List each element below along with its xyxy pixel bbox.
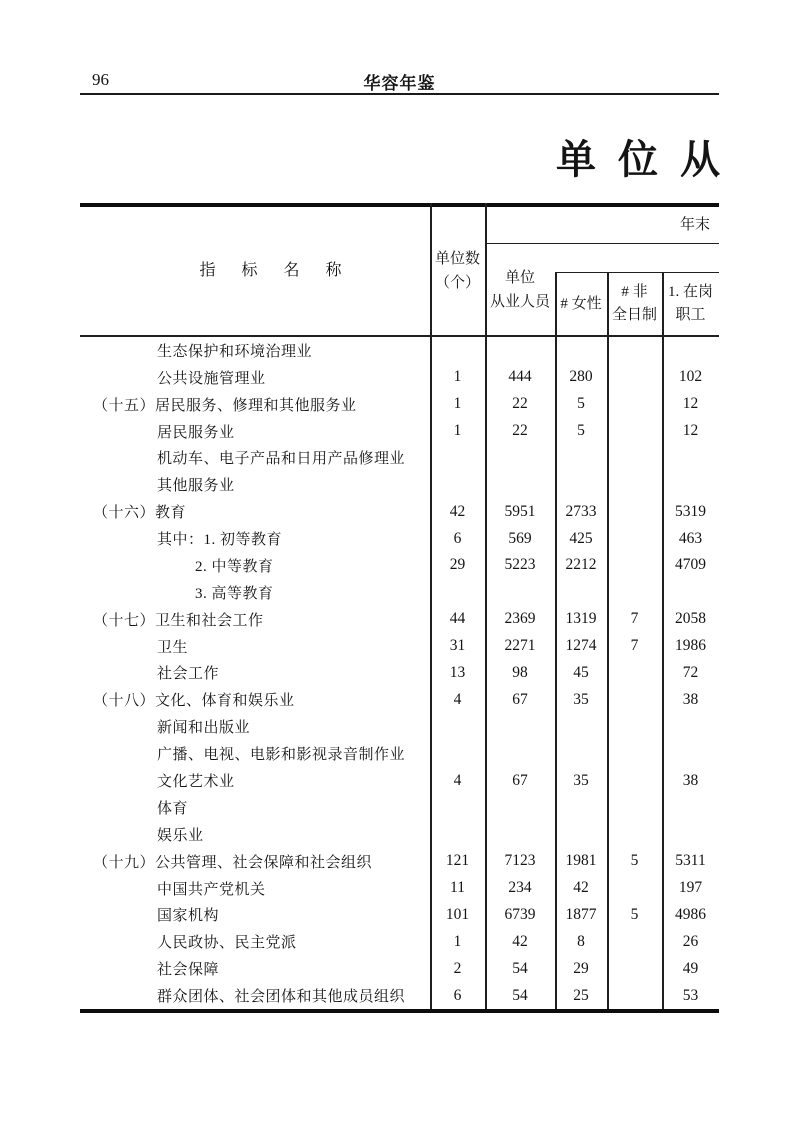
row-indicator-label: 机动车、电子产品和日用产品修理业 <box>157 451 406 468</box>
row-value-cell <box>662 471 719 498</box>
row-indicator-label: 新闻和出版业 <box>157 720 251 737</box>
row-value-cell: 5 <box>577 422 585 440</box>
row-value-cell <box>430 794 485 821</box>
page-number: 96 <box>92 70 109 89</box>
row-value-cell <box>485 337 555 364</box>
row-indicator-label: 国家机构 <box>157 908 220 925</box>
table-row <box>0 982 793 1009</box>
row-value-cell <box>430 713 485 740</box>
row-value-cell <box>430 821 485 848</box>
row-indicator-label: 社会保障 <box>157 962 220 979</box>
row-value-cell: 67 <box>512 690 528 708</box>
row-value-cell: 444 <box>508 368 532 386</box>
row-value-cell: 5 <box>630 852 639 870</box>
row-value-cell: 26 <box>682 932 699 950</box>
table-row <box>0 686 793 713</box>
row-value-cell <box>555 740 607 767</box>
row-value-cell <box>607 498 662 525</box>
row-value-cell <box>430 337 485 364</box>
row-value-cell <box>607 928 662 955</box>
row-value-cell: 2212 <box>565 556 597 574</box>
row-value-cell <box>485 794 555 821</box>
row-value-cell <box>555 579 607 606</box>
row-value-cell: 1 <box>453 422 462 440</box>
indicator-name-label: 指 标 名 称 <box>199 261 353 279</box>
row-value-cell: 12 <box>682 422 699 440</box>
row-value-cell: 8 <box>577 932 585 950</box>
row-value-cell: 569 <box>508 529 532 547</box>
part-time-header <box>607 273 662 335</box>
row-value-cell: 2271 <box>504 637 536 655</box>
row-value-cell: 11 <box>450 879 465 897</box>
table-row <box>0 525 793 552</box>
row-value-cell <box>485 713 555 740</box>
row-indicator-label: 2. 中等教育 <box>195 558 274 575</box>
row-indicator-label: 社会工作 <box>157 666 220 683</box>
table-row <box>0 445 793 472</box>
row-value-cell: 6739 <box>504 905 536 923</box>
row-value-cell: 121 <box>445 852 470 870</box>
row-value-cell <box>485 821 555 848</box>
row-value-cell: 42 <box>512 932 528 950</box>
row-value-cell: 1 <box>453 368 462 386</box>
row-value-cell <box>607 471 662 498</box>
row-value-cell <box>607 418 662 445</box>
section-title: 单 位 从 <box>556 137 726 182</box>
row-value-cell: 2058 <box>675 610 706 628</box>
table-row <box>0 821 793 848</box>
row-value-cell <box>485 445 555 472</box>
row-value-cell <box>607 579 662 606</box>
row-value-cell: 12 <box>682 395 699 413</box>
row-value-cell: 101 <box>445 905 470 923</box>
row-indicator-label: 人民政协、民主党派 <box>157 935 297 952</box>
unit-employees-header <box>485 244 555 335</box>
row-value-cell <box>555 445 607 472</box>
row-value-cell: 42 <box>573 879 589 897</box>
row-value-cell <box>555 794 607 821</box>
row-value-cell: 67 <box>512 771 528 789</box>
table-row <box>0 391 793 418</box>
row-value-cell: 44 <box>449 610 466 628</box>
row-indicator-label: 卫生 <box>157 639 189 656</box>
table-bottom-border <box>80 1009 719 1013</box>
table-row <box>0 660 793 687</box>
row-value-cell: 35 <box>573 690 589 708</box>
part-time-label-line1: # 非 <box>621 284 648 300</box>
row-value-cell: 22 <box>512 422 528 440</box>
row-value-cell: 1319 <box>565 610 597 628</box>
row-value-cell <box>607 794 662 821</box>
row-value-cell: 1 <box>453 932 462 950</box>
row-value-cell: 42 <box>449 502 466 520</box>
row-indicator-label: 文化艺术业 <box>157 774 235 791</box>
row-value-cell <box>607 686 662 713</box>
row-value-cell <box>607 821 662 848</box>
row-value-cell: 45 <box>573 663 589 681</box>
row-value-cell: 6 <box>453 986 462 1004</box>
table-row <box>0 713 793 740</box>
year-end-band <box>485 206 719 244</box>
row-indicator-label: （十九）公共管理、社会保障和社会组织 <box>93 854 373 871</box>
row-value-cell: 29 <box>573 959 589 977</box>
row-value-cell <box>607 955 662 982</box>
row-value-cell: 280 <box>569 368 593 386</box>
table-row <box>0 471 793 498</box>
row-indicator-label: （十五）居民服务、修理和其他服务业 <box>93 397 357 414</box>
table-row <box>0 928 793 955</box>
row-value-cell <box>607 364 662 391</box>
row-value-cell <box>607 767 662 794</box>
row-value-cell: 425 <box>569 529 593 547</box>
row-value-cell: 1981 <box>565 852 597 870</box>
unit-count-header <box>430 206 485 335</box>
row-value-cell: 22 <box>512 395 528 413</box>
row-value-cell: 7 <box>630 610 639 628</box>
row-value-cell: 463 <box>678 529 703 547</box>
row-value-cell <box>485 579 555 606</box>
table-row <box>0 337 793 364</box>
row-value-cell <box>555 713 607 740</box>
row-value-cell <box>662 579 719 606</box>
row-indicator-label: 其中：1. 初等教育 <box>157 532 283 549</box>
row-value-cell: 54 <box>512 986 528 1004</box>
row-value-cell <box>430 740 485 767</box>
row-value-cell: 35 <box>573 771 589 789</box>
row-value-cell <box>662 713 719 740</box>
row-value-cell: 13 <box>449 663 466 681</box>
row-indicator-label: 居民服务业 <box>157 424 235 441</box>
unit-employees-label-line1: 单位 <box>504 269 535 286</box>
female-header <box>555 273 607 335</box>
row-value-cell <box>607 391 662 418</box>
row-value-cell: 38 <box>682 771 699 789</box>
row-value-cell: 2 <box>453 959 462 977</box>
row-value-cell: 4 <box>453 690 462 708</box>
unit-employees-label-line2: 从业人员 <box>489 293 550 310</box>
table-row <box>0 364 793 391</box>
row-value-cell <box>485 740 555 767</box>
table-row <box>0 901 793 928</box>
table-row <box>0 579 793 606</box>
on-post-staff-label-line1: 1. 在岗 <box>667 284 713 300</box>
row-value-cell: 72 <box>682 663 699 681</box>
table-row <box>0 633 793 660</box>
table-row <box>0 875 793 902</box>
row-value-cell <box>607 713 662 740</box>
row-value-cell: 7 <box>630 637 639 655</box>
row-value-cell: 5 <box>577 395 585 413</box>
row-value-cell <box>607 445 662 472</box>
row-indicator-label: 群众团体、社会团体和其他成员组织 <box>157 989 406 1006</box>
indicator-name-header <box>80 206 430 335</box>
row-value-cell <box>662 794 719 821</box>
row-indicator-label: 其他服务业 <box>157 478 235 495</box>
table-row <box>0 848 793 875</box>
row-value-cell: 197 <box>678 879 703 897</box>
row-value-cell: 5319 <box>675 502 706 520</box>
row-indicator-label: 生态保护和环境治理业 <box>157 343 313 360</box>
row-value-cell: 2369 <box>504 610 536 628</box>
row-value-cell: 31 <box>449 637 466 655</box>
row-value-cell <box>662 821 719 848</box>
row-indicator-label: 广播、电视、电影和影视录音制作业 <box>157 747 406 764</box>
row-value-cell: 25 <box>573 986 589 1004</box>
row-value-cell: 4709 <box>675 556 706 574</box>
row-indicator-label: 体育 <box>157 800 189 817</box>
row-value-cell: 4 <box>453 771 462 789</box>
year-end-label: 年末 <box>679 217 710 233</box>
row-value-cell <box>662 445 719 472</box>
row-value-cell: 38 <box>682 690 699 708</box>
row-value-cell: 98 <box>512 663 528 681</box>
table-row <box>0 552 793 579</box>
row-value-cell <box>607 337 662 364</box>
row-value-cell <box>662 337 719 364</box>
row-value-cell <box>555 337 607 364</box>
running-head-rule <box>80 93 719 95</box>
row-value-cell <box>430 445 485 472</box>
row-indicator-label: 中国共产党机关 <box>157 881 266 898</box>
row-value-cell <box>607 525 662 552</box>
row-value-cell <box>555 821 607 848</box>
row-indicator-label: （十六）教育 <box>93 505 187 522</box>
row-value-cell <box>555 471 607 498</box>
unit-count-label-line1: 单位数 <box>434 250 480 267</box>
row-value-cell: 1 <box>453 395 462 413</box>
row-value-cell: 49 <box>682 959 699 977</box>
row-value-cell: 29 <box>449 556 466 574</box>
row-value-cell: 5223 <box>504 556 536 574</box>
row-value-cell <box>430 471 485 498</box>
row-indicator-label: （十八）文化、体育和娱乐业 <box>93 693 295 710</box>
table-row <box>0 606 793 633</box>
table-row <box>0 418 793 445</box>
row-value-cell: 5951 <box>504 502 536 520</box>
book-title: 华容年鉴 <box>363 74 436 93</box>
row-value-cell: 7123 <box>504 852 536 870</box>
table-row <box>0 767 793 794</box>
row-indicator-label: （十七）卫生和社会工作 <box>93 612 264 629</box>
row-value-cell <box>607 875 662 902</box>
row-value-cell <box>607 982 662 1009</box>
row-value-cell: 2733 <box>565 502 597 520</box>
table-row <box>0 794 793 821</box>
on-post-staff-label-line2: 职工 <box>675 307 706 323</box>
row-value-cell: 1877 <box>565 905 597 923</box>
row-indicator-label: 3. 高等教育 <box>195 585 274 602</box>
row-value-cell: 102 <box>678 368 703 386</box>
row-value-cell: 53 <box>682 986 699 1004</box>
row-indicator-label: 娱乐业 <box>157 827 204 844</box>
on-post-staff-header <box>662 273 719 335</box>
unit-count-label-line2: （个） <box>434 274 480 291</box>
row-value-cell: 5311 <box>675 852 706 870</box>
table-row <box>0 740 793 767</box>
row-value-cell <box>607 740 662 767</box>
row-value-cell: 5 <box>630 905 639 923</box>
row-value-cell <box>662 740 719 767</box>
table-row <box>0 955 793 982</box>
table-row <box>0 498 793 525</box>
row-value-cell: 6 <box>453 529 462 547</box>
row-value-cell <box>485 471 555 498</box>
row-value-cell <box>607 660 662 687</box>
row-value-cell: 1986 <box>675 637 706 655</box>
female-label: # 女性 <box>560 296 602 312</box>
row-value-cell: 1274 <box>565 637 597 655</box>
part-time-label-line2: 全日制 <box>611 307 657 323</box>
row-value-cell: 4986 <box>675 905 706 923</box>
row-value-cell: 234 <box>508 879 532 897</box>
row-value-cell <box>430 579 485 606</box>
row-value-cell: 54 <box>512 959 528 977</box>
row-indicator-label: 公共设施管理业 <box>157 370 266 387</box>
row-value-cell <box>607 552 662 579</box>
